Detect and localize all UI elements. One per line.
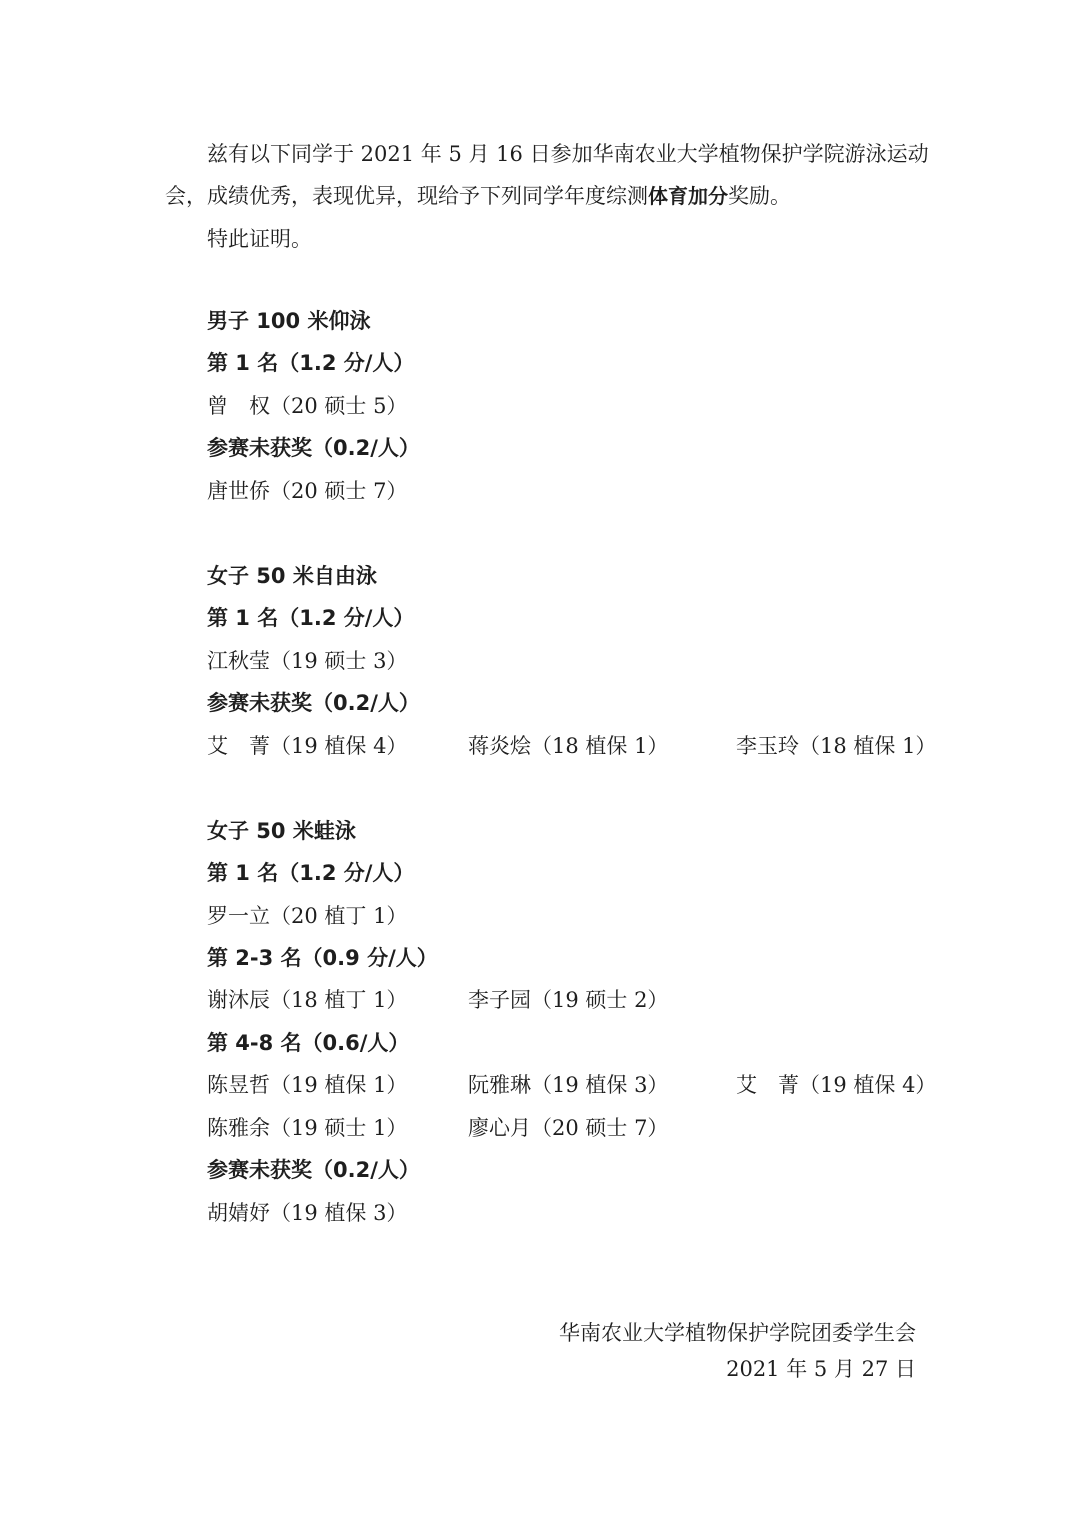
intro-line-2-text: 会，成绩优秀，表现优异，现给予下列同学年度综测 xyxy=(165,184,648,208)
intro-line-2-end: 奖励。 xyxy=(728,184,791,208)
section-title: 女子 50 米自由泳 xyxy=(207,564,377,588)
section-title: 男子 100 米仰泳 xyxy=(207,309,371,333)
group-heading: 参赛未获奖（0.2/人） xyxy=(207,691,420,715)
intro-emphasis: 体育加分 xyxy=(648,184,728,208)
participant-entry: 陈雅余（19 硕士 1） xyxy=(207,1116,408,1140)
participant-entry: 曾 权（20 硕士 5） xyxy=(207,394,408,418)
group-heading: 第 2-3 名（0.9 分/人） xyxy=(207,946,438,970)
intro-line-2 xyxy=(165,181,791,211)
participant-entry: 李子园（19 硕士 2） xyxy=(468,988,669,1012)
intro-line-1: 兹有以下同学于 2021 年 5 月 16 日参加华南农业大学植物保护学院游泳运动 xyxy=(207,142,929,166)
participant-entry: 蒋炎烩（18 植保 1） xyxy=(468,734,669,758)
issuer-organization: 华南农业大学植物保护学院团委学生会 xyxy=(559,1321,916,1345)
participant-entry: 江秋莹（19 硕士 3） xyxy=(207,649,408,673)
section-title: 女子 50 米蛙泳 xyxy=(207,819,356,843)
group-heading: 参赛未获奖（0.2/人） xyxy=(207,1158,420,1182)
intro-line-3: 特此证明。 xyxy=(207,227,312,251)
participant-entry: 艾 菁（19 植保 4） xyxy=(207,734,408,758)
participant-entry: 廖心月（20 硕士 7） xyxy=(468,1116,669,1140)
participant-entry: 阮雅琳（19 植保 3） xyxy=(468,1073,669,1097)
participant-entry: 艾 菁（19 植保 4） xyxy=(736,1073,937,1097)
group-heading: 第 1 名（1.2 分/人） xyxy=(207,606,415,630)
participant-entry: 谢沐辰（18 植丁 1） xyxy=(207,988,408,1012)
participant-entry: 唐世侨（20 硕士 7） xyxy=(207,479,408,503)
participant-entry: 胡婧妤（19 植保 3） xyxy=(207,1201,408,1225)
participant-entry: 罗一立（20 植丁 1） xyxy=(207,904,408,928)
group-heading: 参赛未获奖（0.2/人） xyxy=(207,436,420,460)
participant-entry: 李玉玲（18 植保 1） xyxy=(736,734,937,758)
issue-date: 2021 年 5 月 27 日 xyxy=(726,1357,916,1381)
group-heading: 第 1 名（1.2 分/人） xyxy=(207,351,415,375)
participant-entry: 陈昱哲（19 植保 1） xyxy=(207,1073,408,1097)
group-heading: 第 1 名（1.2 分/人） xyxy=(207,861,415,885)
group-heading: 第 4-8 名（0.6/人） xyxy=(207,1031,410,1055)
